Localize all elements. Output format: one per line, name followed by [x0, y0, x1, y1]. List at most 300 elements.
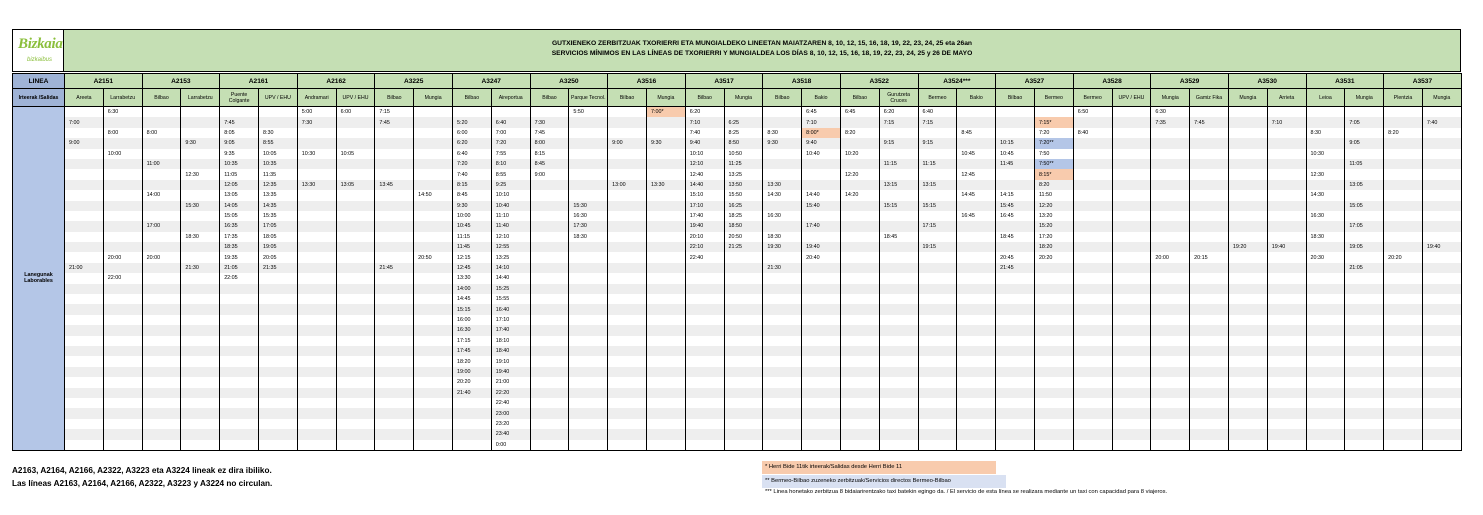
time-cell: 18:30: [569, 232, 608, 242]
time-cell: 10:20: [840, 149, 879, 159]
time-cell: 9:15: [918, 138, 957, 148]
time-cell: 7:20: [1034, 128, 1073, 138]
time-cell: [1384, 304, 1423, 314]
time-cell: [65, 294, 104, 304]
direction-header: Gurutzeta Cruces: [879, 89, 918, 107]
time-cell: [452, 440, 491, 451]
time-cell: [840, 356, 879, 366]
time-cell: [996, 273, 1035, 283]
time-cell: [724, 315, 763, 325]
time-cell: 15:15: [879, 201, 918, 211]
direction-header: Larrabetzu: [103, 89, 142, 107]
time-cell: [1151, 398, 1190, 408]
time-cell: [1267, 377, 1306, 387]
time-cell: 11:05: [1345, 159, 1384, 169]
time-cell: [763, 325, 802, 335]
time-cell: [840, 377, 879, 387]
time-cell: 10:30: [1306, 149, 1345, 159]
time-cell: 8:20: [1034, 180, 1073, 190]
time-cell: [957, 138, 996, 148]
time-cell: [840, 304, 879, 314]
time-cell: 6:30: [1151, 107, 1190, 118]
time-cell: [1112, 284, 1151, 294]
time-cell: [1384, 325, 1423, 335]
time-cell: [1228, 419, 1267, 429]
time-cell: [1190, 398, 1229, 408]
time-cell: [1034, 263, 1073, 273]
time-cell: [608, 398, 647, 408]
time-cell: 20:10: [685, 232, 724, 242]
time-cell: 16:00: [452, 315, 491, 325]
time-cell: [142, 304, 181, 314]
time-cell: [879, 128, 918, 138]
time-cell: [608, 377, 647, 387]
time-cell: [957, 252, 996, 262]
time-cell: [142, 419, 181, 429]
time-cell: [220, 304, 259, 314]
time-cell: 13:30: [452, 273, 491, 283]
time-cell: 8:00: [530, 138, 569, 148]
time-cell: [685, 419, 724, 429]
time-cell: [530, 304, 569, 314]
time-cell: [258, 304, 297, 314]
time-cell: [65, 180, 104, 190]
time-cell: [646, 388, 685, 398]
time-cell: [724, 356, 763, 366]
time-cell: 19:15: [918, 242, 957, 252]
time-cell: 10:45: [452, 221, 491, 231]
time-cell: [646, 221, 685, 231]
time-cell: [996, 377, 1035, 387]
time-cell: [336, 232, 375, 242]
time-cell: [1306, 388, 1345, 398]
time-cell: [1151, 367, 1190, 377]
time-cell: 8:40: [1073, 128, 1112, 138]
time-cell: [103, 201, 142, 211]
time-cell: [181, 304, 220, 314]
time-cell: [65, 440, 104, 451]
time-cell: [608, 211, 647, 221]
time-cell: [258, 294, 297, 304]
time-cell: 17:00: [142, 221, 181, 231]
direction-header: Bermeo: [1034, 89, 1073, 107]
line-header: A2153: [142, 74, 220, 89]
time-cell: [840, 180, 879, 190]
time-cell: 14:50: [414, 190, 453, 200]
time-cell: [918, 315, 957, 325]
time-cell: [608, 356, 647, 366]
time-cell: [375, 138, 414, 148]
time-cell: [763, 377, 802, 387]
time-cell: [1267, 180, 1306, 190]
time-cell: [1190, 367, 1229, 377]
time-cell: [569, 377, 608, 387]
time-cell: [1228, 346, 1267, 356]
time-cell: 17:05: [1345, 221, 1384, 231]
time-cell: [530, 429, 569, 439]
time-cell: [103, 221, 142, 231]
time-cell: [530, 221, 569, 231]
time-cell: [530, 294, 569, 304]
time-cell: 8:30: [1306, 128, 1345, 138]
direction-header: UPV / EHU: [1112, 89, 1151, 107]
time-cell: [220, 325, 259, 335]
time-cell: [996, 284, 1035, 294]
time-cell: [1422, 325, 1461, 335]
time-cell: [65, 429, 104, 439]
time-cell: [685, 440, 724, 451]
time-cell: [996, 242, 1035, 252]
time-cell: [918, 336, 957, 346]
time-cell: 16:45: [957, 211, 996, 221]
line-header: A3516: [608, 74, 686, 89]
time-cell: [1228, 128, 1267, 138]
time-cell: [65, 315, 104, 325]
time-cell: 7:50**: [1034, 159, 1073, 169]
time-cell: [336, 211, 375, 221]
time-cell: 10:45: [996, 149, 1035, 159]
time-cell: [1190, 304, 1229, 314]
time-cell: [724, 284, 763, 294]
time-cell: [142, 180, 181, 190]
time-cell: [142, 138, 181, 148]
time-cell: [957, 346, 996, 356]
time-cell: [608, 252, 647, 262]
time-cell: [879, 273, 918, 283]
direction-header: Bilbao: [452, 89, 491, 107]
time-cell: [879, 429, 918, 439]
time-cell: [297, 419, 336, 429]
time-cell: [840, 346, 879, 356]
time-cell: [1151, 325, 1190, 335]
time-cell: [1112, 138, 1151, 148]
time-cell: [103, 294, 142, 304]
time-cell: [258, 419, 297, 429]
time-cell: [297, 294, 336, 304]
time-cell: [1306, 284, 1345, 294]
time-cell: [1190, 128, 1229, 138]
line-header: A3247: [452, 74, 530, 89]
time-cell: 6:40: [491, 117, 530, 127]
time-cell: [103, 356, 142, 366]
time-cell: [879, 242, 918, 252]
time-cell: [608, 440, 647, 451]
time-cell: [802, 273, 841, 283]
time-cell: [569, 284, 608, 294]
time-cell: [1306, 138, 1345, 148]
time-cell: [918, 346, 957, 356]
time-cell: 22:10: [685, 242, 724, 252]
time-cell: [181, 408, 220, 418]
time-cell: [957, 419, 996, 429]
time-cell: [1151, 211, 1190, 221]
time-cell: [879, 377, 918, 387]
time-cell: [1190, 169, 1229, 179]
time-cell: 9:30: [181, 138, 220, 148]
time-cell: 7:20: [452, 159, 491, 169]
time-cell: [646, 346, 685, 356]
time-cell: [1190, 263, 1229, 273]
time-cell: 22:00: [103, 273, 142, 283]
time-cell: 9:05: [220, 138, 259, 148]
time-cell: [1422, 336, 1461, 346]
time-cell: [220, 440, 259, 451]
time-cell: [1422, 356, 1461, 366]
time-cell: [1151, 346, 1190, 356]
line-header: A3537: [1384, 74, 1462, 89]
time-cell: [918, 190, 957, 200]
time-cell: [375, 346, 414, 356]
time-cell: [1267, 107, 1306, 118]
time-cell: [685, 284, 724, 294]
time-cell: [840, 336, 879, 346]
time-cell: [1112, 273, 1151, 283]
time-cell: 13:05: [336, 180, 375, 190]
time-cell: [336, 440, 375, 451]
time-cell: [65, 377, 104, 387]
time-cell: 8:30: [763, 128, 802, 138]
time-cell: 22:05: [220, 273, 259, 283]
time-cell: [297, 138, 336, 148]
time-cell: 11:25: [724, 159, 763, 169]
time-cell: [879, 419, 918, 429]
time-cell: [840, 388, 879, 398]
time-cell: [802, 169, 841, 179]
time-cell: [957, 159, 996, 169]
time-cell: [569, 273, 608, 283]
time-cell: [142, 273, 181, 283]
time-cell: [763, 336, 802, 346]
time-cell: [685, 325, 724, 335]
time-cell: [414, 294, 453, 304]
time-cell: [1384, 211, 1423, 221]
time-cell: [414, 180, 453, 190]
time-cell: [1073, 242, 1112, 252]
time-cell: [1190, 388, 1229, 398]
time-cell: [1112, 440, 1151, 451]
time-cell: [1306, 315, 1345, 325]
time-cell: [65, 149, 104, 159]
time-cell: [375, 294, 414, 304]
time-cell: 7:10: [802, 117, 841, 127]
time-cell: [1384, 180, 1423, 190]
time-cell: [918, 294, 957, 304]
time-cell: 10:40: [802, 149, 841, 159]
time-cell: 14:45: [957, 190, 996, 200]
time-cell: [530, 356, 569, 366]
time-cell: [724, 263, 763, 273]
time-cell: [840, 294, 879, 304]
time-cell: 6:30: [103, 107, 142, 118]
time-cell: [1112, 408, 1151, 418]
time-cell: [1190, 440, 1229, 451]
time-cell: 15:15: [452, 304, 491, 314]
time-cell: [142, 169, 181, 179]
time-cell: [569, 388, 608, 398]
time-cell: [297, 284, 336, 294]
time-cell: [918, 398, 957, 408]
time-cell: 12:40: [685, 169, 724, 179]
time-cell: [879, 440, 918, 451]
time-cell: [569, 315, 608, 325]
time-cell: 13:45: [375, 180, 414, 190]
time-cell: [220, 107, 259, 118]
direction-header: Aireportua: [491, 89, 530, 107]
time-cell: [1073, 273, 1112, 283]
time-cell: [608, 107, 647, 118]
time-cell: 16:35: [220, 221, 259, 231]
time-cell: [724, 294, 763, 304]
time-cell: [724, 325, 763, 335]
time-cell: [646, 356, 685, 366]
time-cell: 9:30: [452, 201, 491, 211]
time-cell: [336, 294, 375, 304]
line-header: A3531: [1306, 74, 1384, 89]
time-cell: 16:40: [491, 304, 530, 314]
time-cell: [530, 180, 569, 190]
time-cell: [375, 169, 414, 179]
direction-header: Parque Tecnol.: [569, 89, 608, 107]
direction-header: Bilbao: [685, 89, 724, 107]
time-cell: [879, 315, 918, 325]
time-cell: [65, 242, 104, 252]
time-cell: [1034, 294, 1073, 304]
time-cell: 9:40: [802, 138, 841, 148]
time-cell: [1384, 315, 1423, 325]
time-cell: [258, 440, 297, 451]
time-cell: [530, 377, 569, 387]
time-cell: [957, 273, 996, 283]
time-cell: [1190, 315, 1229, 325]
time-cell: [763, 408, 802, 418]
time-cell: [1422, 388, 1461, 398]
time-cell: 8:15: [452, 180, 491, 190]
time-cell: [1073, 232, 1112, 242]
line-header: A3225: [375, 74, 453, 89]
direction-label: Irteerak /Salidas: [13, 89, 65, 107]
time-cell: [1267, 201, 1306, 211]
time-cell: [142, 211, 181, 221]
time-cell: [1422, 419, 1461, 429]
time-cell: 21:05: [1345, 263, 1384, 273]
time-cell: [1267, 190, 1306, 200]
time-cell: 7:50: [1034, 149, 1073, 159]
time-cell: [181, 128, 220, 138]
time-cell: [297, 263, 336, 273]
time-cell: [1112, 388, 1151, 398]
time-cell: [297, 201, 336, 211]
time-cell: [375, 336, 414, 346]
time-cell: [336, 221, 375, 231]
time-cell: [802, 429, 841, 439]
time-cell: [685, 356, 724, 366]
time-cell: [879, 356, 918, 366]
time-cell: [336, 377, 375, 387]
time-cell: 13:30: [763, 180, 802, 190]
time-cell: 11:00: [142, 159, 181, 169]
time-cell: 7:40: [685, 128, 724, 138]
time-cell: [1112, 128, 1151, 138]
time-cell: [1073, 304, 1112, 314]
time-cell: [220, 408, 259, 418]
time-cell: 6:20: [879, 107, 918, 118]
time-cell: [957, 367, 996, 377]
time-cell: [569, 149, 608, 159]
time-cell: [1073, 336, 1112, 346]
time-cell: [763, 221, 802, 231]
time-cell: [608, 201, 647, 211]
time-cell: [763, 367, 802, 377]
time-cell: [1422, 315, 1461, 325]
time-cell: 18:45: [996, 232, 1035, 242]
time-cell: [840, 201, 879, 211]
line-header: A3522: [840, 74, 918, 89]
time-cell: [1073, 356, 1112, 366]
time-cell: [569, 159, 608, 169]
time-cell: [530, 284, 569, 294]
time-cell: [530, 398, 569, 408]
time-cell: [1306, 356, 1345, 366]
time-cell: 11:05: [220, 169, 259, 179]
time-cell: [181, 336, 220, 346]
time-cell: [840, 242, 879, 252]
time-cell: 21:45: [375, 263, 414, 273]
time-cell: 20:00: [142, 252, 181, 262]
time-cell: [1112, 149, 1151, 159]
time-cell: [1151, 294, 1190, 304]
time-cell: [646, 408, 685, 418]
time-cell: [763, 315, 802, 325]
time-cell: [336, 346, 375, 356]
time-cell: [1228, 169, 1267, 179]
time-cell: [336, 304, 375, 314]
time-cell: [258, 273, 297, 283]
time-cell: [1151, 180, 1190, 190]
time-cell: 12:55: [491, 242, 530, 252]
time-cell: [1306, 273, 1345, 283]
time-cell: [802, 325, 841, 335]
time-cell: [1345, 377, 1384, 387]
time-cell: [1073, 294, 1112, 304]
time-cell: [763, 149, 802, 159]
time-cell: [1306, 242, 1345, 252]
time-cell: [1345, 294, 1384, 304]
time-cell: [1267, 252, 1306, 262]
time-cell: [375, 315, 414, 325]
time-cell: [414, 138, 453, 148]
time-cell: 12:10: [491, 232, 530, 242]
time-cell: [336, 252, 375, 262]
time-cell: 14:40: [802, 190, 841, 200]
time-cell: [608, 242, 647, 252]
time-cell: [802, 294, 841, 304]
time-cell: [1151, 304, 1190, 314]
time-cell: 13:30: [646, 180, 685, 190]
time-cell: [724, 429, 763, 439]
time-cell: 23:40: [491, 429, 530, 439]
time-cell: [1306, 180, 1345, 190]
time-cell: [724, 377, 763, 387]
time-cell: 7:55: [491, 149, 530, 159]
time-cell: [879, 284, 918, 294]
time-cell: 7:40: [452, 169, 491, 179]
time-cell: [1306, 440, 1345, 451]
time-cell: [1190, 242, 1229, 252]
time-cell: [569, 263, 608, 273]
time-cell: 11:35: [258, 169, 297, 179]
time-cell: [375, 128, 414, 138]
time-cell: [258, 429, 297, 439]
